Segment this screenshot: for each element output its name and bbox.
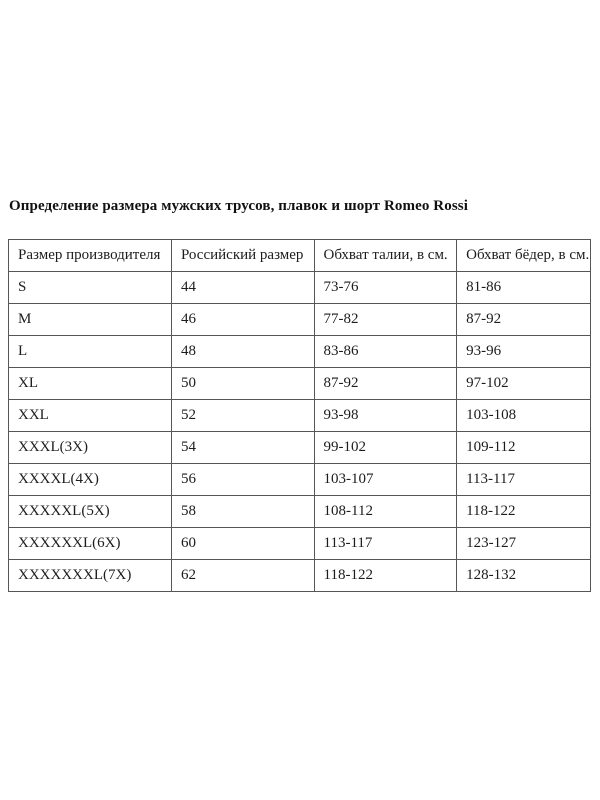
cell-hips: 109-112 bbox=[457, 432, 591, 464]
cell-hips: 81-86 bbox=[457, 272, 591, 304]
table-row bbox=[9, 528, 591, 560]
cell-hips: 113-117 bbox=[457, 464, 591, 496]
table-row bbox=[9, 496, 591, 528]
table-row bbox=[9, 400, 591, 432]
cell-waist: 118-122 bbox=[314, 560, 457, 592]
page-title: Определение размера мужских трусов, плавок и шорт Romeo Rossi bbox=[9, 198, 468, 214]
cell-russian-size: 56 bbox=[171, 464, 314, 496]
cell-manufacturer-size: XXXXXL(5X) bbox=[9, 496, 172, 528]
cell-waist: 73-76 bbox=[314, 272, 457, 304]
cell-waist: 103-107 bbox=[314, 464, 457, 496]
cell-waist: 93-98 bbox=[314, 400, 457, 432]
cell-manufacturer-size: L bbox=[9, 336, 172, 368]
cell-manufacturer-size: XXXL(3X) bbox=[9, 432, 172, 464]
table-row bbox=[9, 304, 591, 336]
cell-manufacturer-size: M bbox=[9, 304, 172, 336]
cell-waist: 87-92 bbox=[314, 368, 457, 400]
table-row bbox=[9, 272, 591, 304]
cell-manufacturer-size: XXXXXXXL(7X) bbox=[9, 560, 172, 592]
cell-russian-size: 62 bbox=[171, 560, 314, 592]
cell-manufacturer-size: XXXXXXL(6X) bbox=[9, 528, 172, 560]
cell-russian-size: 52 bbox=[171, 400, 314, 432]
cell-russian-size: 44 bbox=[171, 272, 314, 304]
cell-hips: 93-96 bbox=[457, 336, 591, 368]
cell-manufacturer-size: XXL bbox=[9, 400, 172, 432]
cell-manufacturer-size: S bbox=[9, 272, 172, 304]
cell-waist: 83-86 bbox=[314, 336, 457, 368]
column-header-manufacturer-size: Размер производителя bbox=[9, 240, 172, 272]
cell-waist: 108-112 bbox=[314, 496, 457, 528]
cell-hips: 118-122 bbox=[457, 496, 591, 528]
table-row bbox=[9, 368, 591, 400]
cell-hips: 128-132 bbox=[457, 560, 591, 592]
cell-hips: 97-102 bbox=[457, 368, 591, 400]
cell-hips: 103-108 bbox=[457, 400, 591, 432]
cell-waist: 113-117 bbox=[314, 528, 457, 560]
cell-hips: 123-127 bbox=[457, 528, 591, 560]
cell-hips: 87-92 bbox=[457, 304, 591, 336]
cell-russian-size: 60 bbox=[171, 528, 314, 560]
cell-russian-size: 50 bbox=[171, 368, 314, 400]
cell-russian-size: 46 bbox=[171, 304, 314, 336]
column-header-waist: Обхват талии, в см. bbox=[314, 240, 457, 272]
cell-russian-size: 58 bbox=[171, 496, 314, 528]
cell-russian-size: 48 bbox=[171, 336, 314, 368]
table-row bbox=[9, 464, 591, 496]
cell-manufacturer-size: XXXXL(4X) bbox=[9, 464, 172, 496]
column-header-hips: Обхват бёдер, в см. bbox=[457, 240, 591, 272]
cell-russian-size: 54 bbox=[171, 432, 314, 464]
table-header-row bbox=[9, 240, 591, 272]
size-chart-section bbox=[8, 198, 591, 592]
table-row bbox=[9, 336, 591, 368]
cell-manufacturer-size: XL bbox=[9, 368, 172, 400]
cell-waist: 77-82 bbox=[314, 304, 457, 336]
column-header-russian-size: Российский размер bbox=[171, 240, 314, 272]
table-row bbox=[9, 432, 591, 464]
table-row bbox=[9, 560, 591, 592]
cell-waist: 99-102 bbox=[314, 432, 457, 464]
size-chart-table bbox=[8, 239, 591, 592]
